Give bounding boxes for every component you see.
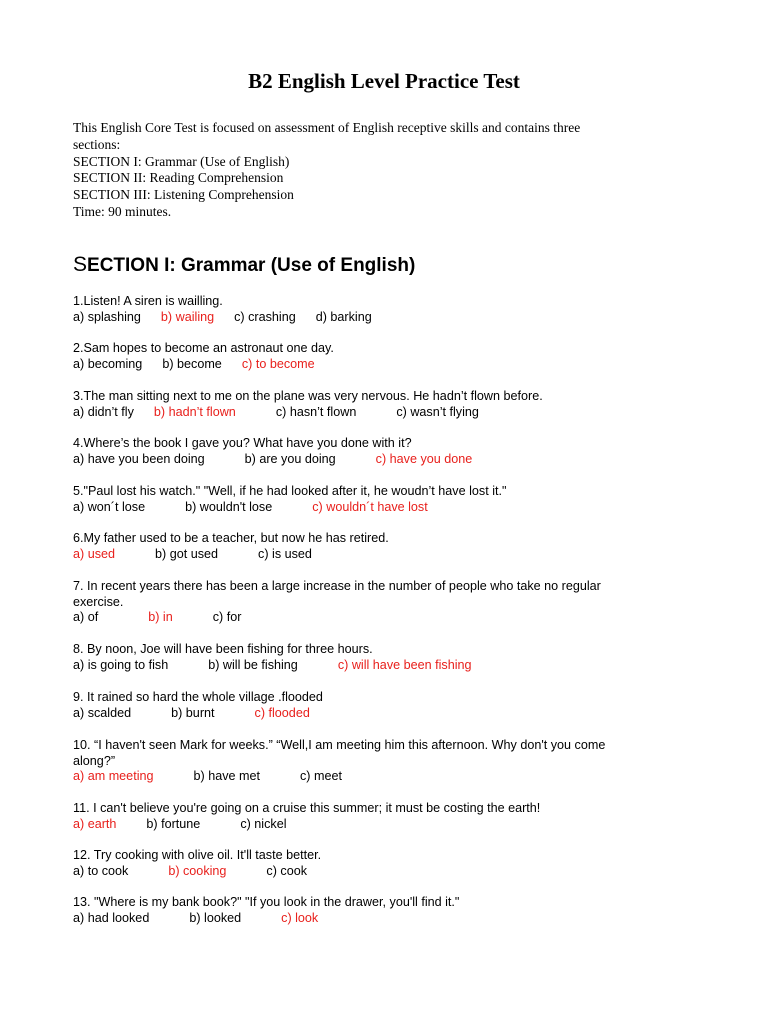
answer-options [73, 658, 693, 674]
question-stem: 3.The man sitting next to me on the plane was very nervous. He hadn’t flown before. [73, 389, 543, 403]
correct-answer-option: c) will have been fishing [337, 657, 472, 672]
answer-option: b) become [162, 356, 222, 371]
correct-answer-option: a) am meeting [73, 769, 154, 783]
answer-option: b) burnt [171, 705, 215, 720]
question-item [73, 895, 693, 926]
question-item [73, 389, 693, 420]
question-stem: 7. In recent years there has been a large increase in the number of people who take no regular [73, 579, 601, 593]
answer-option: c) hasn’t flown [275, 404, 357, 419]
answer-option: b) looked [189, 910, 242, 925]
answer-option: c) wasn’t flying [396, 404, 479, 419]
answer-options [73, 610, 693, 626]
question-stem: 10. “I haven't seen Mark for weeks.” “Well,I am meeting him this afternoon. Why don't you come [73, 738, 606, 752]
answer-option: c) nickel [240, 816, 287, 831]
answer-option: b) got used [155, 546, 219, 561]
answer-option: a) to cook [73, 863, 129, 878]
question-stem: 9. It rained so hard the whole village .flooded [73, 690, 323, 704]
answer-option: c) is used [258, 546, 312, 561]
answer-option: b) will be fishing [208, 657, 298, 672]
answer-options [73, 357, 693, 373]
question-stem: 6.My father used to be a teacher, but now he has retired. [73, 531, 389, 545]
section-heading [73, 253, 415, 278]
answer-option: a) have you been doing [73, 451, 205, 466]
answer-option: a) splashing [73, 309, 141, 324]
answer-option: c) for [212, 610, 242, 624]
answer-option: a) scalded [73, 705, 132, 720]
answer-options [73, 817, 693, 833]
answer-options [73, 911, 693, 927]
answer-options [73, 547, 693, 563]
answer-options [73, 706, 693, 722]
question-stem: 1.Listen! A siren is wailling. [73, 294, 223, 308]
question-item [73, 738, 693, 785]
answer-option: b) are you doing [244, 451, 336, 466]
correct-answer-option: c) to become [241, 356, 315, 371]
question-stem: 4.Where’s the book I gave you? What have you done with it? [73, 436, 412, 450]
answer-options [73, 500, 693, 516]
question-stem: 11. I can't believe you're going on a cruise this summer; it must be costing the earth! [73, 801, 541, 815]
question-item [73, 848, 693, 879]
answer-option: b) fortune [146, 816, 201, 831]
correct-answer-option: b) cooking [168, 863, 227, 878]
answer-option: d) barking [315, 309, 372, 324]
answer-option: a) won´t lose [73, 499, 146, 514]
answer-options [73, 864, 693, 880]
correct-answer-option: c) have you done [375, 451, 473, 466]
question-item [73, 294, 693, 325]
correct-answer-option: c) flooded [254, 705, 310, 720]
question-item [73, 341, 693, 372]
question-item [73, 690, 693, 721]
answer-option: c) crashing [234, 309, 296, 324]
question-stem: along?” [73, 753, 116, 768]
correct-answer-option: a) earth [73, 816, 117, 831]
correct-answer-option: b) wailing [160, 309, 215, 324]
answer-option: b) have met [193, 769, 260, 783]
answer-options [73, 769, 693, 785]
question-stem: exercise. [73, 594, 124, 609]
answer-option: c) cook [266, 863, 308, 878]
answer-option: a) of [73, 610, 99, 624]
section-heading-initial: S [73, 253, 88, 276]
answer-option: a) had looked [73, 910, 150, 925]
page-title: B2 English Level Practice Test [248, 69, 520, 93]
correct-answer-option: c) wouldn´t have lost [312, 499, 428, 514]
question-item [73, 642, 693, 673]
question-item [73, 531, 693, 562]
intro-line: sections: [73, 136, 121, 152]
intro-block [73, 120, 673, 221]
answer-options [73, 405, 693, 421]
intro-line: SECTION II: Reading Comprehension [73, 170, 284, 186]
question-item [73, 436, 693, 467]
answer-option: a) becoming [73, 356, 143, 371]
question-stem: 13. "Where is my bank book?" "If you look in the drawer, you'll find it." [73, 895, 460, 909]
answer-option: b) wouldn't lose [185, 499, 273, 514]
question-item [73, 801, 693, 832]
correct-answer-option: a) used [73, 546, 116, 561]
question-stem: 2.Sam hopes to become an astronaut one day. [73, 341, 334, 355]
correct-answer-option: c) look [281, 910, 319, 925]
answer-options [73, 310, 693, 326]
question-stem: 5."Paul lost his watch." "Well, if he had looked after it, he woudn’t have lost it." [73, 484, 507, 498]
correct-answer-option: b) hadn’t flown [153, 404, 236, 419]
answer-options [73, 452, 693, 468]
answer-option: a) is going to fish [73, 657, 169, 672]
intro-line: SECTION I: Grammar (Use of English) [73, 153, 290, 169]
intro-line: SECTION III: Listening Comprehension [73, 187, 294, 203]
question-stem: 8. By noon, Joe will have been fishing for three hours. [73, 642, 373, 656]
question-item [73, 579, 693, 626]
correct-answer-option: b) in [148, 610, 173, 624]
answer-option: a) didn’t fly [73, 404, 134, 419]
intro-line: This English Core Test is focused on assessment of English receptive skills and contains three [73, 120, 581, 135]
answer-option: c) meet [300, 769, 342, 783]
intro-line: Time: 90 minutes. [73, 203, 172, 219]
question-stem: 12. Try cooking with olive oil. It'll taste better. [73, 848, 322, 862]
section-heading-text: ECTION I: Grammar (Use of English) [87, 255, 416, 276]
question-item [73, 484, 693, 515]
